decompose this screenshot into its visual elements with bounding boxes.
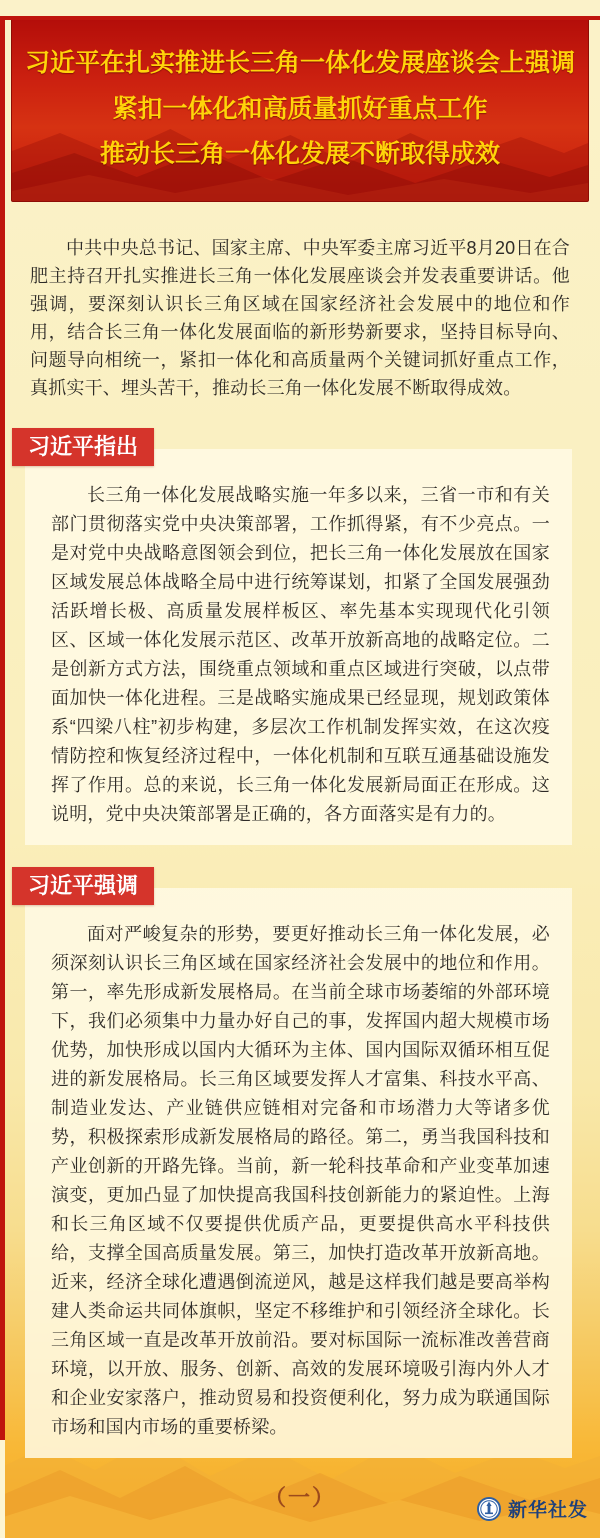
section-xi-pointed-out (0, 402, 600, 845)
headline-line-3: 推动长三角一体化发展不断取得成效 (99, 140, 500, 169)
section-badge: 习近平指出 (12, 428, 154, 466)
credit-line (477, 1495, 588, 1522)
section-body: 长三角一体化发展战略实施一年多以来，三省一市和有关部门贯彻落实党中央决策部署，工作抓得紧，有不少亮点。一是对党中央战略意图领会到位，把长三角一体化发展放在国家区域发展总体战略全局中进行统筹谋划，扣紧了全国发展强劲活跃增长极、高质量发展样板区、率先基本实现现代化引领区、区域一体化发展示范区、改革开放新高地的战略定位。二是创新方式方法，围绕重点领域和重点区域进行突破，以点带面加快一体化进程。三是战略实施成果已经显现，规划政策体系“四梁八柱”初步构建，多层次工作机制发挥实效，在这次疫情防控和恢复经济过程中，一体化机制和互联互通基础设施发挥了作用。总的来说，长三角一体化发展新局面正在形成。这说明，党中央决策部署是正确的，各方面落实是有力的。 (51, 485, 550, 824)
xinhua-logo-icon (477, 1497, 501, 1521)
section-panel (25, 449, 572, 845)
frame-left-strip (0, 16, 5, 1440)
section-xi-stressed (0, 845, 600, 1458)
news-graphic (0, 16, 600, 1538)
section-badge: 习近平强调 (12, 867, 154, 905)
frame-left-strip-bottom (0, 1440, 5, 1538)
headline-line-2: 紧扣一体化和高质量抓好重点工作 (112, 94, 488, 123)
lead-paragraph: 中共中央总书记、国家主席、中央军委主席习近平8月20日在合肥主持召开扎实推进长三角一体化发展座谈会并发表重要讲话。他强调，要深刻认识长三角区域在国家经济社会发展中的地位和作用，结合长三角一体化发展面临的新形势新要求，坚持目标导向、问题导向相统一，紧扣一体化和高质量两个关键词抓好重点工作，真抓实干、埋头苦干，推动长三角一体化发展不断取得成效。 (30, 238, 570, 398)
section-panel (25, 888, 572, 1458)
headline-banner (11, 16, 589, 202)
section-body: 面对严峻复杂的形势，要更好推动长三角一体化发展，必须深刻认识长三角区域在国家经济社会发展中的地位和作用。第一，率先形成新发展格局。在当前全球市场萎缩的外部环境下，我们必须集中力量办好自己的事，发挥国内超大规模市场优势，加快形成以国内大循环为主体、国内国际双循环相互促进的新发展格局。长三角区域要发挥人才富集、科技水平高、制造业发达、产业链供应链相对完备和市场潜力大等诸多优势，积极探索形成新发展格局的路径。第二，勇当我国科技和产业创新的开路先锋。当前，新一轮科技革命和产业变革加速演变，更加凸显了加快提高我国科技创新能力的紧迫性。上海和长三角区域不仅要提供优质产品，更要提供高水平科技供给，支撑全国高质量发展。第三，加快打造改革开放新高地。近来，经济全球化遭遇倒流逆风，越是这样我们越是要高举构建人类命运共同体旗帜，坚定不移维护和引领经济全球化。长三角区域一直是改革开放前沿。要对标国际一流标准改善营商环境，以开放、服务、创新、高效的发展环境吸引海内外人才和企业安家落户，推动贸易和投资便利化，努力成为联通国际市场和国内市场的重要桥梁。 (51, 924, 550, 1437)
page-number: （一） (263, 1485, 336, 1510)
headline-line-1: 习近平在扎实推进长三角一体化发展座谈会上强调 (24, 48, 575, 77)
credit-text: 新华社发 (507, 1500, 588, 1521)
frame-top-strip (0, 16, 600, 20)
